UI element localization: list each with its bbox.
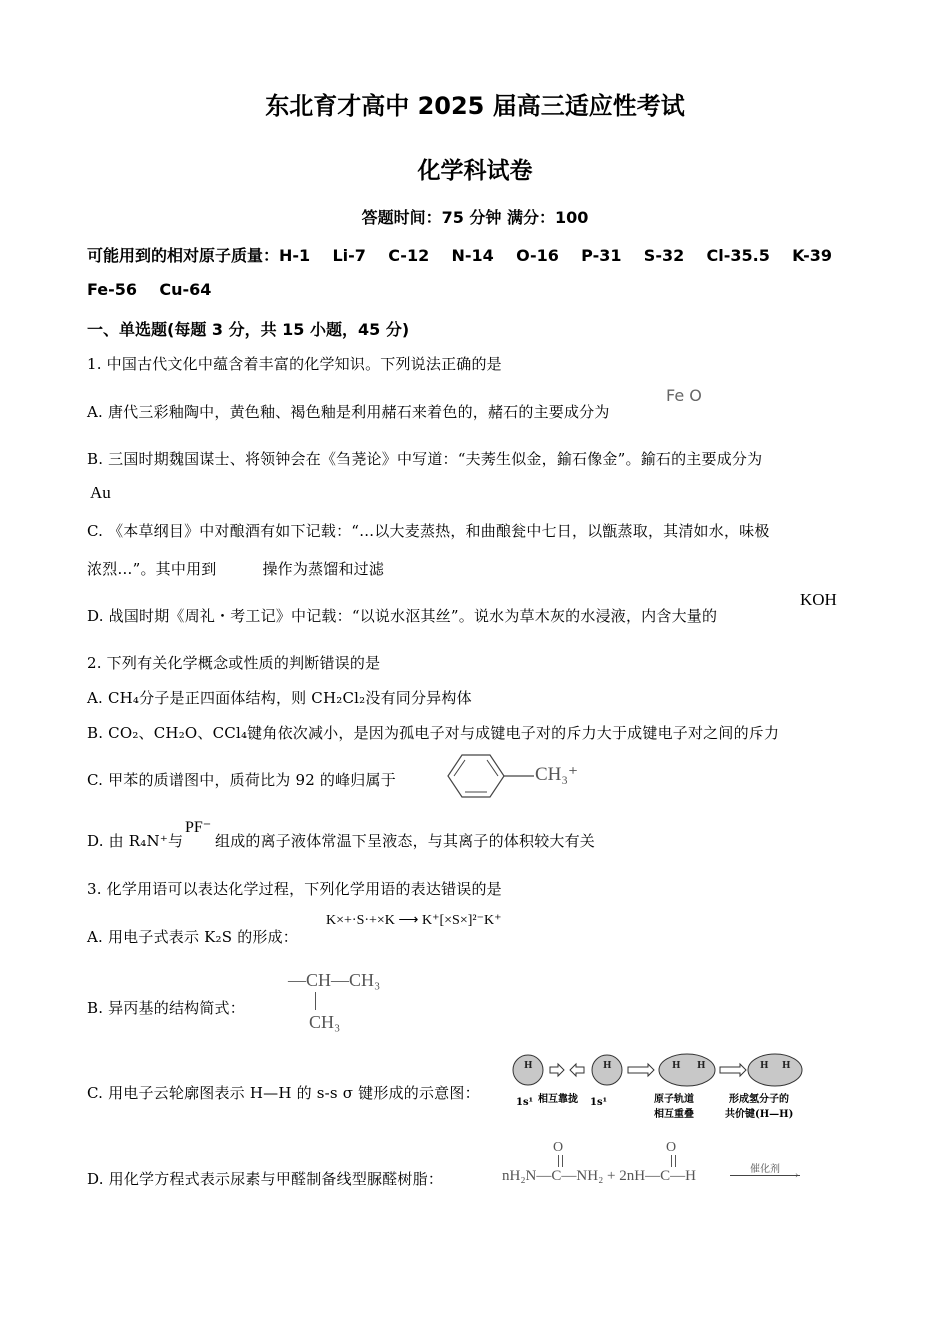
option-text: 浓烈…”。其中用到: [87, 560, 217, 578]
question-2-option-b: B. CO₂、CH₂O、CCl₄键角依次减小，是因为孤电子对与成键电子对的斥力大于成键电子对之间的斥力: [87, 724, 780, 742]
overlap-label-line1: 原子轨道: [654, 1094, 694, 1105]
formula-ch3-plus: CH₃⁺: [535, 764, 579, 785]
urea-oxygen: O: [553, 1140, 564, 1155]
question-2-option-d-part1: D. 由 R₄N⁺与: [87, 832, 184, 850]
exam-meta: 答题时间：75 分钟 满分：100: [361, 208, 589, 227]
formula-k2s-electron-dot: K×+·S·+×K ⟶ K⁺[×S×]²⁻K⁺: [326, 913, 502, 928]
question-3-stem: 3. 化学用语可以表达化学过程，下列化学用语的表达错误的是: [87, 880, 502, 898]
section-title: 一、单选题(每题 3 分，共 15 小题，45 分): [87, 320, 410, 339]
question-1-option-a: [87, 401, 610, 422]
question-1-option-c-line1: C. 《本草纲目》中对酿酒有如下记载：“…以大麦蒸热，和曲酿瓮中七日，以甑蒸取，其清如水，味极: [87, 522, 770, 540]
question-1-stem: 1. 中国古代文化中蕴含着丰富的化学知识。下列说法正确的是: [87, 355, 502, 373]
question-3-option-a: A. 用电子式表示 K₂S 的形成：: [87, 928, 299, 946]
atomic-masses-values: H-1 Li-7 C-12 N-14 O-16 P-31 S-32 Cl-35.5 K-39: [279, 246, 833, 265]
option-text: A. 唐代三彩釉陶中，黄色釉、褐色釉是利用赭石来着色的，赭石的主要成分为: [87, 403, 610, 421]
question-1-option-c-line2: [87, 558, 384, 579]
isopropyl-bottom: CH₃: [309, 1012, 341, 1032]
question-1-option-b: B. 三国时期魏国谋士、将领钟会在《刍荛论》中写道：“夫莠生似金，鍮石像金”。鍮石的主要成分为: [87, 450, 763, 468]
orbital-right-label: 1s¹: [590, 1097, 607, 1108]
approach-label: 相互靠拢: [538, 1094, 578, 1105]
atomic-masses-line2: Fe-56 Cu-64: [87, 280, 212, 299]
svg-text:H: H: [782, 1061, 791, 1071]
overlap-label-line2: 相互重叠: [654, 1109, 694, 1120]
catalyst-label: 催化剂: [750, 1164, 780, 1175]
question-3-option-d: D. 用化学方程式表示尿素与甲醛制备线型脲醛树脂：: [87, 1170, 444, 1188]
formula-urea-formaldehyde: nH₂N—C—NH₂ + 2nH—C—H: [502, 1168, 696, 1184]
svg-text:H: H: [603, 1061, 612, 1071]
svg-text:H: H: [524, 1061, 533, 1071]
reaction-arrow: [730, 1175, 800, 1176]
bond-line: [315, 992, 316, 1010]
question-2-option-d-part2: 组成的离子液体常温下呈液态，与其离子的体积较大有关: [215, 832, 596, 850]
question-1-option-d: D. 战国时期《周礼・考工记》中记载：“以说水沤其丝”。说水为草木灰的水浸液，内含大量的: [87, 607, 718, 625]
exam-title: 东北育才高中 2025 届高三适应性考试: [265, 92, 685, 120]
formula-koh: KOH: [800, 590, 837, 609]
formula-pf6-minus: PF⁻: [185, 819, 212, 836]
bond-label-line2: 共价键(H—H): [725, 1109, 794, 1120]
question-3-option-c: C. 用电子云轮廓图表示 H—H 的 s-s σ 键形成的示意图：: [87, 1084, 480, 1102]
option-text: 操作为蒸馏和过滤: [262, 560, 385, 578]
formula-au: Au: [90, 483, 111, 502]
isopropyl-top: —CH—CH₃: [288, 970, 381, 990]
formaldehyde-oxygen: O: [666, 1140, 677, 1155]
atomic-masses-line1: [87, 243, 832, 266]
h2-orbital-overlap-diagram: [510, 1052, 820, 1090]
svg-text:H: H: [760, 1061, 769, 1071]
question-2-option-c: C. 甲苯的质谱图中，质荷比为 92 的峰归属于: [87, 771, 396, 789]
arrow-head-icon: ›: [795, 1171, 799, 1181]
orbital-left-label: 1s¹: [516, 1097, 533, 1108]
exam-subtitle: 化学科试卷: [417, 158, 533, 184]
question-3-option-b: B. 异丙基的结构简式：: [87, 999, 245, 1017]
svg-text:H: H: [672, 1061, 681, 1071]
question-2-option-a: A. CH₄分子是正四面体结构，则 CH₂Cl₂没有同分异构体: [87, 689, 472, 707]
double-bond: [671, 1155, 676, 1167]
svg-text:H: H: [697, 1061, 706, 1071]
formula-fe2o3: Fe O: [666, 386, 702, 405]
question-2-stem: 2. 下列有关化学概念或性质的判断错误的是: [87, 654, 381, 672]
atomic-masses-label: 可能用到的相对原子质量：: [87, 246, 280, 265]
double-bond: [558, 1155, 563, 1167]
bond-label-line1: 形成氢分子的: [729, 1094, 789, 1105]
